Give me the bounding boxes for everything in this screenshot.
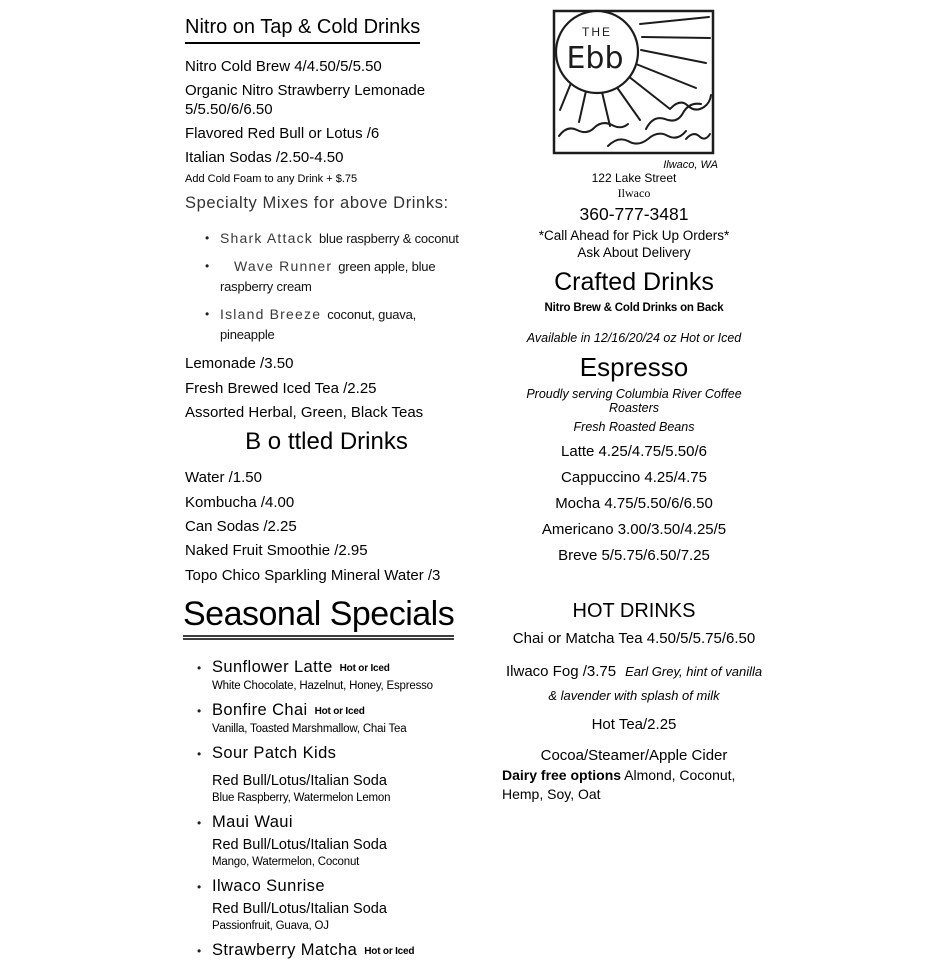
menu-item-can-sodas: Can Sodas /2.25 (185, 517, 297, 535)
delivery-note: Ask About Delivery (577, 245, 691, 261)
bullet-icon: • (205, 307, 210, 322)
menu-item-italian-sodas: Italian Sodas /2.50-4.50 (185, 149, 344, 167)
menu-item-nitro-strawberry-lemonade: Organic Nitro Strawberry Lemonade 5/5.50/6/6.50 (185, 82, 426, 118)
specialty-mixes-title: Specialty Mixes for above Drinks: (185, 194, 449, 213)
specialty-item-shark-attack (205, 229, 470, 249)
dairy-free-label: Dairy free options (502, 767, 622, 784)
bullet-icon: • (197, 879, 202, 894)
bullet-icon: • (197, 815, 202, 830)
specialty-item-wave-runner (205, 257, 470, 297)
specialty-mixes-list (183, 229, 470, 345)
left-column (183, 12, 470, 969)
seasonal-item-desc: Mango, Watermelon, Coconut (212, 855, 360, 868)
address-street: 122 Lake Street (591, 171, 677, 185)
seasonal-item-ilwaco-sunrise (197, 877, 470, 932)
menu-item-americano: Americano 3.00/3.50/4.25/5 (541, 521, 727, 539)
specialty-item-desc: green apple, blue raspberry cream (220, 259, 436, 295)
seasonal-item-desc: Passionfruit, Guava, OJ (212, 919, 329, 932)
call-ahead-note: *Call Ahead for Pick Up Orders* (538, 228, 730, 244)
crafted-drinks-subtitle: Nitro Brew & Cold Drinks on Back (544, 302, 724, 315)
seasonal-item-maui-waui (197, 813, 470, 868)
ilwaco-fog-desc-2: & lavender with splash of milk (548, 688, 720, 704)
seasonal-item-name: Maui Waui (212, 812, 293, 831)
bullet-icon: • (197, 660, 202, 675)
nitro-section-title: Nitro on Tap & Cold Drinks (185, 16, 420, 44)
seasonal-item-name: Bonfire Chai (212, 700, 308, 719)
seasonal-item-desc: White Chocolate, Hazelnut, Honey, Espresso (212, 679, 433, 692)
espresso-roaster-note: Proudly serving Columbia River Coffee Roasters (526, 387, 742, 416)
menu-item-lemonade: Lemonade /3.50 (185, 355, 294, 373)
specialty-item-desc: blue raspberry & coconut (319, 231, 459, 247)
menu-item-breve: Breve 5/5.75/6.50/7.25 (558, 547, 710, 565)
available-sizes-note: Available in 12/16/20/24 oz Hot or Iced (526, 331, 742, 346)
seasonal-item-desc: Vanilla, Toasted Marshmallow, Chai Tea (212, 722, 407, 735)
seasonal-item-strawberry-matcha (197, 941, 470, 960)
menu-item-kombucha: Kombucha /4.00 (185, 493, 295, 511)
seasonal-item-base: Red Bull/Lotus/Italian Soda (212, 900, 387, 917)
seasonal-item-name: Ilwaco Sunrise (212, 876, 325, 895)
seasonal-item-base: Red Bull/Lotus/Italian Soda (212, 836, 387, 853)
hot-drinks-title: HOT DRINKS (572, 600, 696, 623)
menu-item-water: Water /1.50 (185, 469, 262, 487)
phone-number: 360-777-3481 (579, 204, 689, 225)
menu-item-mocha: Mocha 4.75/5.50/6/6.50 (555, 495, 713, 513)
seasonal-item-base: Red Bull/Lotus/Italian Soda (212, 772, 387, 789)
menu-item-cappuccino: Cappuccino 4.25/4.75 (561, 469, 707, 487)
hot-or-iced-tag: Hot or Iced (314, 705, 365, 717)
seasonal-item-name: Sour Patch Kids (212, 743, 337, 762)
menu-item-ilwaco-fog (506, 663, 768, 680)
menu-item-assorted-teas: Assorted Herbal, Green, Black Teas (185, 404, 424, 422)
logo-caption: Ilwaco, WA (663, 159, 718, 171)
menu-item-cocoa-steamer-cider: Cocoa/Steamer/Apple Cider (540, 747, 728, 765)
hot-or-iced-tag: Hot or Iced (364, 945, 415, 957)
menu-item-latte: Latte 4.25/4.75/5.50/6 (561, 443, 707, 461)
menu-item-topo-chico: Topo Chico Sparkling Mineral Water /3 (185, 566, 441, 584)
seasonal-item-sunflower-latte (197, 658, 470, 692)
specialty-item-island-breeze (205, 305, 470, 345)
seasonal-item-name: Sunflower Latte (212, 657, 333, 676)
seasonal-specials-title: Seasonal Specials (183, 595, 454, 640)
right-column (500, 8, 768, 804)
ilwaco-fog-name: Ilwaco Fog /3.75 (506, 663, 617, 681)
bullet-icon: • (205, 231, 210, 246)
logo-the-text: THE (582, 25, 612, 39)
seasonal-specials-list (183, 658, 470, 960)
ebb-logo (550, 8, 718, 171)
menu-item-iced-tea: Fresh Brewed Iced Tea /2.25 (185, 379, 377, 397)
bullet-icon: • (197, 746, 202, 761)
bullet-icon: • (197, 943, 202, 958)
logo-ebb-text: Ebb (566, 41, 624, 76)
dairy-free-options (502, 766, 768, 804)
specialty-item-name: Island Breeze (220, 306, 322, 323)
bullet-icon: • (197, 703, 202, 718)
espresso-title: Espresso (579, 352, 689, 383)
espresso-beans-note: Fresh Roasted Beans (573, 420, 695, 435)
specialty-item-name: Wave Runner (234, 258, 333, 275)
dairy-free-list: Almond, Coconut, Hemp, Soy, Oat (502, 767, 736, 803)
menu-item-hot-tea: Hot Tea/2.25 (591, 716, 677, 734)
bottled-drinks-title: B o ttled Drinks (245, 428, 408, 456)
crafted-drinks-title: Crafted Drinks (554, 268, 714, 297)
menu-item-nitro-cold-brew: Nitro Cold Brew 4/4.50/5/5.50 (185, 58, 382, 75)
menu-item-red-bull-lotus: Flavored Red Bull or Lotus /6 (185, 124, 380, 142)
specialty-item-name: Shark Attack (220, 230, 313, 247)
seasonal-item-sour-patch-kids (197, 744, 470, 804)
ilwaco-fog-desc: Earl Grey, hint of vanilla (625, 664, 763, 680)
specialty-item-desc: coconut, guava, pineapple (220, 307, 417, 343)
bullet-icon: • (205, 259, 210, 274)
hot-or-iced-tag: Hot or Iced (339, 662, 390, 674)
seasonal-item-desc: Blue Raspberry, Watermelon Lemon (212, 791, 391, 804)
menu-item-chai-matcha: Chai or Matcha Tea 4.50/5/5.75/6.50 (512, 630, 756, 648)
seasonal-item-name: Strawberry Matcha (212, 940, 358, 959)
cold-foam-note: Add Cold Foam to any Drink + $.75 (185, 173, 358, 186)
address-city: Ilwaco (617, 186, 651, 200)
seasonal-item-bonfire-chai (197, 701, 470, 735)
ebb-logo-drawing (550, 8, 718, 158)
menu-item-naked-smoothie: Naked Fruit Smoothie /2.95 (185, 542, 368, 560)
